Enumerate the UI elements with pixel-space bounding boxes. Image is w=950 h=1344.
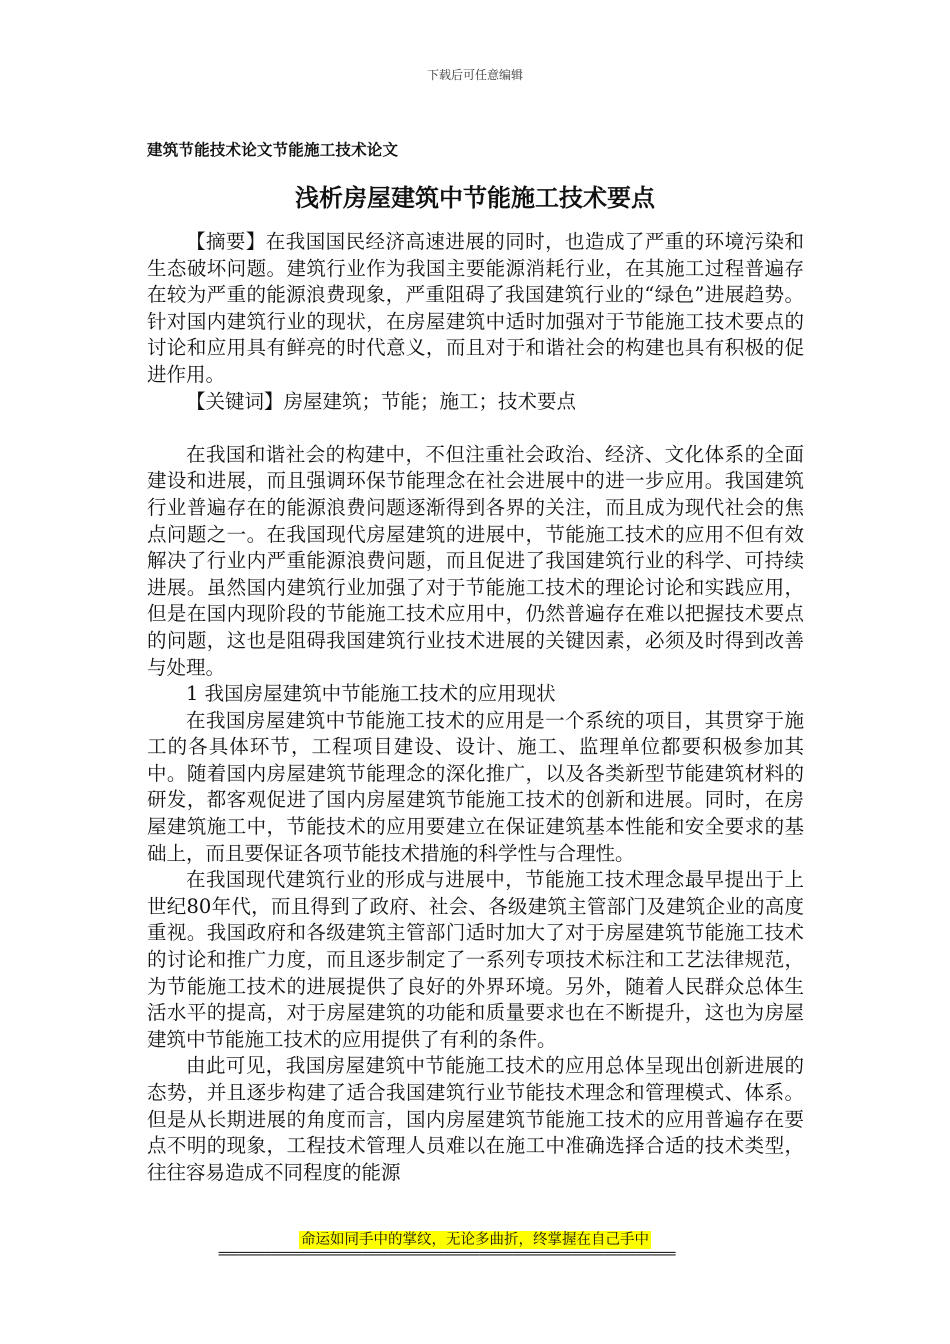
footer-motto-text: 命运如同手中的掌纹，无论多曲折，终掌握在自己手中 [301,1232,649,1248]
body-paragraph: 在我国现代建筑行业的形成与进展中，节能施工技术理念最早提出于上世纪80年代，而且得到了政府、社会、各级建筑主管部门及建筑企业的高度重视。我国政府和各级建筑主管部门适时加大了对于房屋建筑节能施工技术的讨论和推广力度，而且逐步制定了一系列专项技术标注和工艺法律规范，为节能施工技术的进展提供了良好的外界环境。另外，随着人民群众总体生活水平的提高，对于房屋建筑的功能和质量要求也在不断提升，这也为房屋建筑中节能施工技术的应用提供了有利的条件。 [147,868,804,1051]
abstract-paragraph: 【摘要】在我国国民经济高速进展的同时，也造成了严重的环境污染和生态破坏问题。建筑行业作为我国主要能源消耗行业，在其施工过程普遍存在较为严重的能源浪费现象，严重阻碍了我国建筑行业的“绿色”进展趋势。针对国内建筑行业的现状，在房屋建筑中适时加强对于节能施工技术要点的讨论和应用具有鲜亮的时代意义，而且对于和谐社会的构建也具有积极的促进作用。 [147,230,804,386]
body-paragraph: 在我国房屋建筑中节能施工技术的应用是一个系统的项目，其贯穿于施工的各具体环节，工程项目建设、设计、施工、监理单位都要积极参加其中。随着国内房屋建筑节能理念的深化推广，以及各类新型节能建筑材料的研发，都客观促进了国内房屋建筑节能施工技术的创新和进展。同时，在房屋建筑施工中，节能技术的应用要建立在保证建筑基本性能和安全要求的基础上，而且要保证各项节能技术措施的科学性与合理性。 [147,708,804,865]
keywords-paragraph: 【关键词】房屋建筑；节能；施工；技术要点 [186,389,577,413]
footer-divider: ====================================================================== [218,1247,675,1262]
intro-paragraph: 在我国和谐社会的构建中，不但注重社会政治、经济、文化体系的全面建设和进展，而且强调环保节能理念在社会进展中的进一步应用。我国建筑行业普遍存在的能源浪费问题逐渐得到各界的关注，而且成为现代社会的焦点问题之一。在我国现代房屋建筑的进展中，节能施工技术的应用不但有效解决了行业内严重能源浪费问题，而且促进了我国建筑行业的科学、可持续进展。虽然国内建筑行业加强了对于节能施工技术的理论讨论和实践应用，但是在国内现阶段的节能施工技术应用中，仍然普遍存在难以把握技术要点的问题，这也是阻碍我国建筑行业技术进展的关键因素，必须及时得到改善与处理。 [147,442,804,679]
page-header-note: 下载后可任意编辑 [426,68,523,82]
body-paragraph: 由此可见，我国房屋建筑中节能施工技术的应用总体呈现出创新进展的态势，并且逐步构建了适合我国建筑行业节能技术理念和管理模式、体系。但是从长期进展的角度而言，国内房屋建筑节能施工技术的应用普遍存在要点不明的现象，工程技术管理人员难以在施工中准确选择合适的技术类型，往往容易造成不同程度的能源 [147,1054,804,1184]
document-title: 浅析房屋建筑中节能施工技术要点 [295,184,655,212]
blank-line [147,415,804,442]
document-category: 建筑节能技术论文节能施工技术论文 [147,141,399,159]
document-body [147,229,804,1186]
footer-motto [0,1228,950,1249]
section-heading: 1 我国房屋建筑中节能施工技术的应用现状 [186,682,556,706]
